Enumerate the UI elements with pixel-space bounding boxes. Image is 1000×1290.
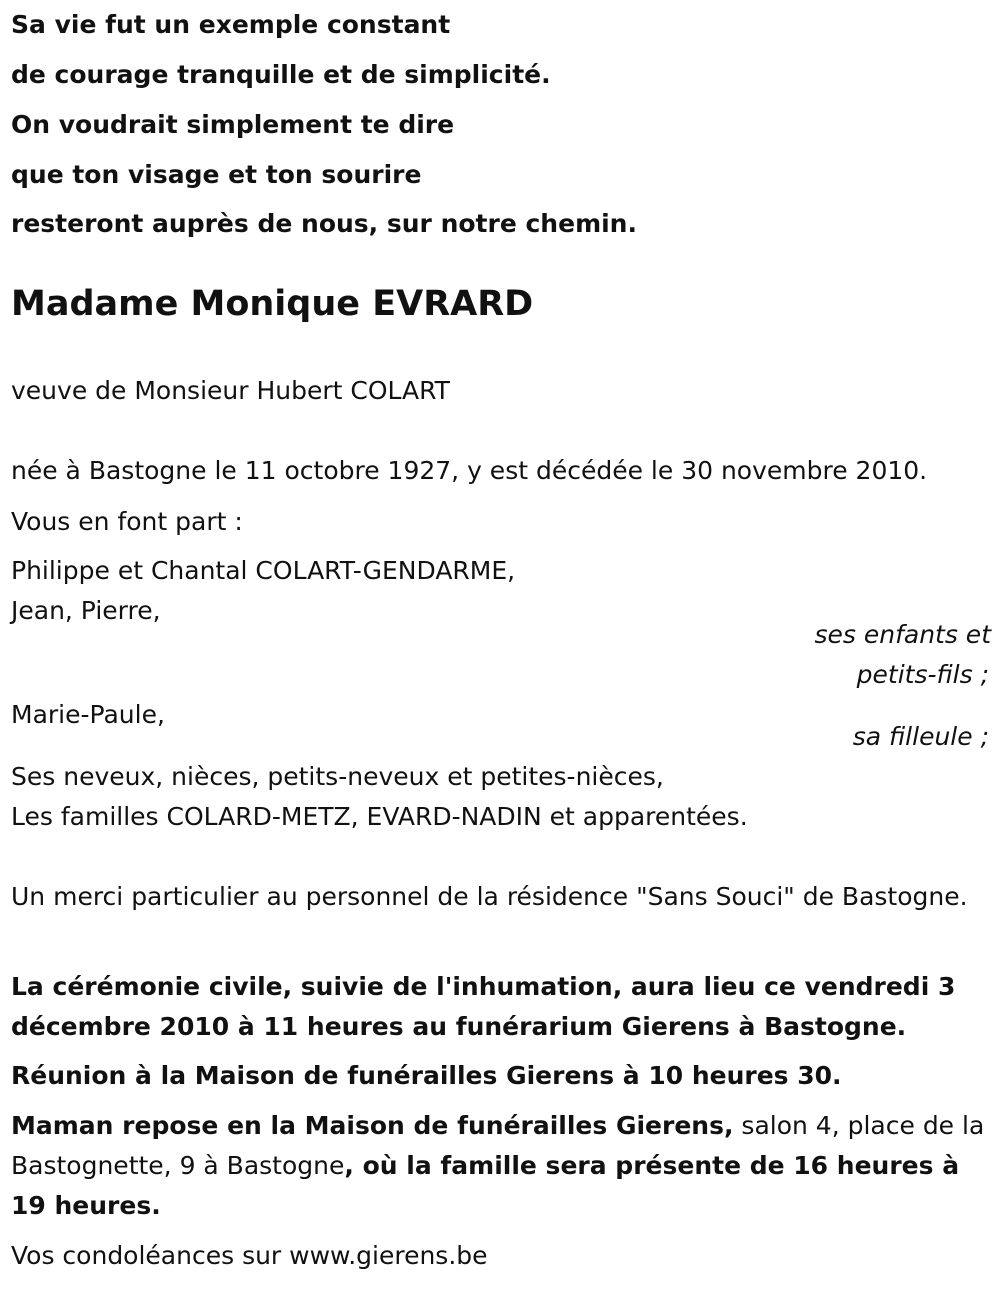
announcement-intro: Vous en font part : (11, 507, 243, 536)
deceased-name: Madame Monique EVRARD (11, 284, 534, 324)
role-goddaughter: sa filleule ; (852, 722, 989, 751)
poem-line-3: On voudrait simplement te dire (11, 110, 455, 139)
families-line: Les familles COLARD-METZ, EVARD-NADIN et apparentées. (11, 802, 748, 831)
children-names: Philippe et Chantal COLART-GENDARME, (11, 556, 516, 585)
nephews-line: Ses neveux, nièces, petits-neveux et petites-nièces, (11, 762, 664, 791)
rest-hours-bold: , où la famille sera présente de 16 heures à 19 heures. (11, 1151, 960, 1220)
condolences-line: Vos condoléances sur www.gierens.be (11, 1241, 488, 1270)
poem-line-2: de courage tranquille et de simplicité. (11, 60, 551, 89)
ceremony-paragraph: La cérémonie civile, suivie de l'inhumation, aura lieu ce vendredi 3 décembre 2010 à 11 heures au funérarium Gierens à Bastogne. (11, 972, 956, 1041)
rest-address: salon 4, place de la Bastognette, 9 à Bastogne (11, 1111, 985, 1180)
goddaughter-name: Marie-Paule, (11, 700, 165, 729)
role-children: ses enfants et (814, 620, 991, 649)
thanks-paragraph: Un merci particulier au personnel de la résidence "Sans Souci" de Bastogne. (11, 882, 968, 911)
role-grandchildren: petits-fils ; (856, 660, 989, 689)
poem-line-1: Sa vie fut un exemple constant (11, 10, 451, 39)
grandchildren-names: Jean, Pierre, (11, 596, 161, 625)
meeting-paragraph: Réunion à la Maison de funérailles Gierens à 10 heures 30. (11, 1061, 842, 1090)
birth-death-dates: née à Bastogne le 11 octobre 1927, y est décédée le 30 novembre 2010. (11, 456, 928, 485)
rest-paragraph (11, 1106, 986, 1226)
widow-of: veuve de Monsieur Hubert COLART (11, 376, 450, 405)
poem-line-4: que ton visage et ton sourire (11, 160, 422, 189)
rest-location-bold: Maman repose en la Maison de funérailles Gierens, (11, 1111, 734, 1140)
poem-line-5: resteront auprès de nous, sur notre chemin. (11, 209, 637, 238)
